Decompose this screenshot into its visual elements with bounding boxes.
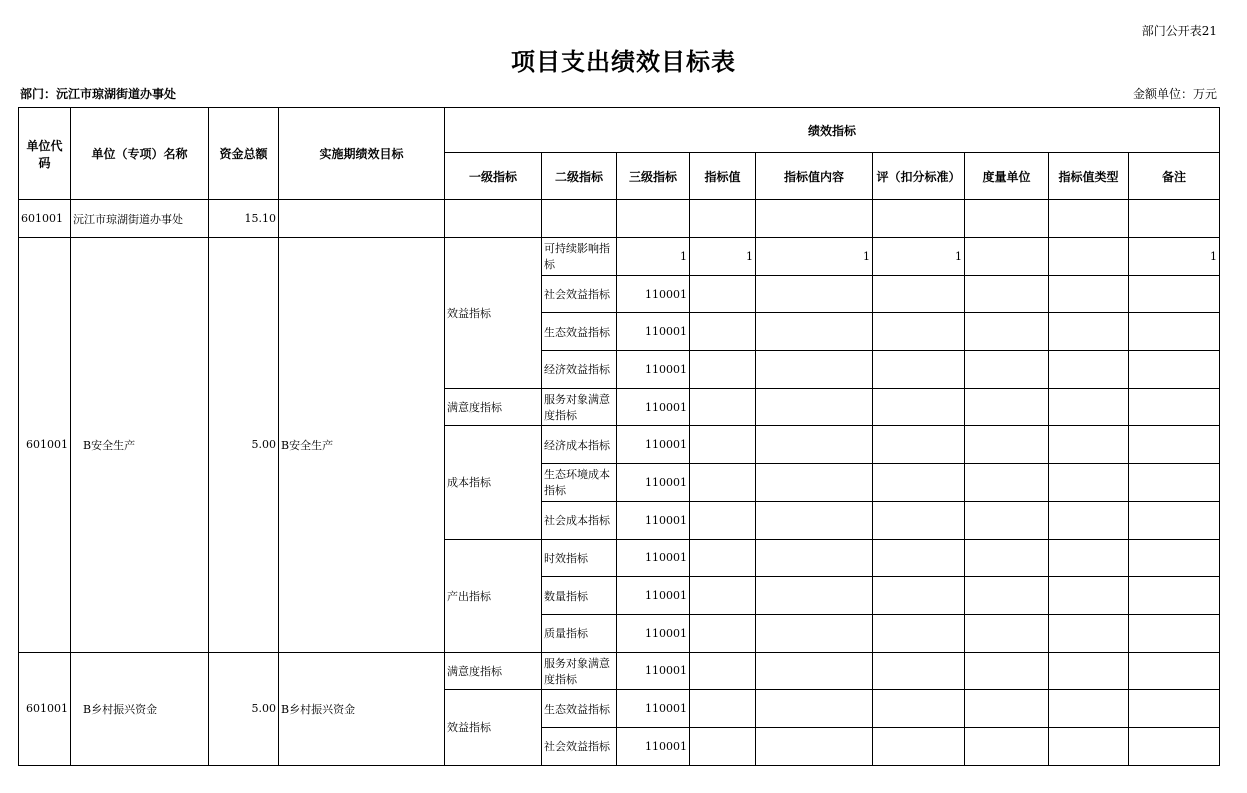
level2-indicator: 社会成本指标 <box>542 501 617 539</box>
remark <box>1129 351 1220 389</box>
remark <box>1129 313 1220 351</box>
scoring-standard <box>873 313 965 351</box>
remark <box>1129 501 1220 539</box>
scoring-standard <box>873 614 965 652</box>
scoring-standard <box>873 690 965 728</box>
level3-indicator: 110001 <box>617 501 690 539</box>
indicator-content <box>756 313 873 351</box>
measure-unit <box>965 539 1049 577</box>
col-value-type: 指标值类型 <box>1049 153 1129 200</box>
department-label: 部门：沅江市琼湖街道办事处 <box>20 87 177 101</box>
project-goal: B乡村振兴资金 <box>279 652 445 765</box>
value-type <box>1049 501 1129 539</box>
level3-indicator: 110001 <box>617 351 690 389</box>
level1-indicator: 效益指标 <box>445 238 542 389</box>
indicator-content <box>756 577 873 615</box>
value-type <box>1049 652 1129 690</box>
indicator-content <box>756 388 873 426</box>
value-type <box>1049 539 1129 577</box>
indicator-value <box>690 426 756 464</box>
measure-unit <box>965 238 1049 276</box>
col-unit-code: 单位代码 <box>19 108 71 200</box>
col-indicators: 绩效指标 <box>445 108 1220 153</box>
page-title: 项目支出绩效目标表 <box>511 48 736 76</box>
col-measure-unit: 度量单位 <box>965 153 1049 200</box>
indicator-value <box>690 690 756 728</box>
project-code: 601001 <box>19 652 71 765</box>
measure-unit <box>965 727 1049 765</box>
measure-unit <box>965 577 1049 615</box>
measure-unit <box>965 388 1049 426</box>
indicator-content <box>756 275 873 313</box>
level2-indicator: 服务对象满意度指标 <box>542 652 617 690</box>
level1-indicator: 成本指标 <box>445 426 542 539</box>
col-value: 指标值 <box>690 153 756 200</box>
remark <box>1129 577 1220 615</box>
col-content: 指标值内容 <box>756 153 873 200</box>
indicator-value <box>690 614 756 652</box>
indicator-value <box>690 464 756 502</box>
level2-indicator: 生态环境成本指标 <box>542 464 617 502</box>
indicator-content <box>756 690 873 728</box>
col-unit-name: 单位（专项）名称 <box>71 108 209 200</box>
level2-indicator: 社会效益指标 <box>542 275 617 313</box>
col-level1: 一级指标 <box>445 153 542 200</box>
remark <box>1129 652 1220 690</box>
indicator-value: 1 <box>690 238 756 276</box>
remark <box>1129 539 1220 577</box>
amount-unit-label: 金额单位：万元 <box>1132 87 1217 101</box>
measure-unit <box>965 464 1049 502</box>
col-level3: 三级指标 <box>617 153 690 200</box>
level2-indicator: 质量指标 <box>542 614 617 652</box>
summary-code: 601001 <box>19 200 71 238</box>
table-row <box>19 238 1220 276</box>
remark <box>1129 275 1220 313</box>
remark <box>1129 464 1220 502</box>
remark <box>1129 690 1220 728</box>
indicator-content <box>756 426 873 464</box>
indicator-content <box>756 539 873 577</box>
remark <box>1129 426 1220 464</box>
indicator-value <box>690 351 756 389</box>
scoring-standard <box>873 727 965 765</box>
level2-indicator: 经济成本指标 <box>542 426 617 464</box>
level1-indicator: 产出指标 <box>445 539 542 652</box>
value-type <box>1049 577 1129 615</box>
indicator-value <box>690 577 756 615</box>
indicator-value <box>690 275 756 313</box>
summary-amount: 15.10 <box>209 200 279 238</box>
summary-name: 沅江市琼湖街道办事处 <box>71 200 209 238</box>
level3-indicator: 1 <box>617 238 690 276</box>
value-type <box>1049 351 1129 389</box>
level2-indicator: 可持续影响指标 <box>542 238 617 276</box>
project-name: B乡村振兴资金 <box>71 652 209 765</box>
measure-unit <box>965 652 1049 690</box>
measure-unit <box>965 501 1049 539</box>
scoring-standard <box>873 426 965 464</box>
level2-indicator: 时效指标 <box>542 539 617 577</box>
scoring-standard: 1 <box>873 238 965 276</box>
project-code: 601001 <box>19 238 71 653</box>
level2-indicator: 经济效益指标 <box>542 351 617 389</box>
level2-indicator: 生态效益指标 <box>542 690 617 728</box>
level2-indicator: 数量指标 <box>542 577 617 615</box>
table-number: 部门公开表21 <box>1141 24 1217 38</box>
level2-indicator: 生态效益指标 <box>542 313 617 351</box>
value-type <box>1049 464 1129 502</box>
value-type <box>1049 727 1129 765</box>
remark: 1 <box>1129 238 1220 276</box>
measure-unit <box>965 690 1049 728</box>
value-type <box>1049 313 1129 351</box>
value-type <box>1049 690 1129 728</box>
value-type <box>1049 388 1129 426</box>
indicator-value <box>690 388 756 426</box>
scoring-standard <box>873 501 965 539</box>
scoring-standard <box>873 652 965 690</box>
project-name: B安全生产 <box>71 238 209 653</box>
scoring-standard <box>873 275 965 313</box>
remark <box>1129 388 1220 426</box>
level3-indicator: 110001 <box>617 577 690 615</box>
col-level2: 二级指标 <box>542 153 617 200</box>
col-remark: 备注 <box>1129 153 1220 200</box>
indicator-content <box>756 501 873 539</box>
indicator-content <box>756 727 873 765</box>
level1-indicator: 满意度指标 <box>445 388 542 426</box>
level2-indicator: 社会效益指标 <box>542 727 617 765</box>
col-goal: 实施期绩效目标 <box>279 108 445 200</box>
indicator-content <box>756 614 873 652</box>
indicator-value <box>690 727 756 765</box>
value-type <box>1049 275 1129 313</box>
level3-indicator: 110001 <box>617 539 690 577</box>
project-amount: 5.00 <box>209 238 279 653</box>
table-row <box>19 652 1220 690</box>
indicator-value <box>690 539 756 577</box>
scoring-standard <box>873 351 965 389</box>
measure-unit <box>965 313 1049 351</box>
level2-indicator: 服务对象满意度指标 <box>542 388 617 426</box>
remark <box>1129 614 1220 652</box>
indicator-content: 1 <box>756 238 873 276</box>
project-goal: B安全生产 <box>279 238 445 653</box>
measure-unit <box>965 614 1049 652</box>
scoring-standard <box>873 577 965 615</box>
value-type <box>1049 238 1129 276</box>
level1-indicator: 效益指标 <box>445 690 542 765</box>
indicator-value <box>690 652 756 690</box>
indicator-content <box>756 351 873 389</box>
measure-unit <box>965 275 1049 313</box>
level3-indicator: 110001 <box>617 652 690 690</box>
measure-unit <box>965 426 1049 464</box>
level3-indicator: 110001 <box>617 426 690 464</box>
level3-indicator: 110001 <box>617 727 690 765</box>
indicator-value <box>690 501 756 539</box>
measure-unit <box>965 351 1049 389</box>
indicator-value <box>690 313 756 351</box>
indicator-content <box>756 464 873 502</box>
col-total-funds: 资金总额 <box>209 108 279 200</box>
summary-row <box>19 200 1220 238</box>
level3-indicator: 110001 <box>617 464 690 502</box>
value-type <box>1049 614 1129 652</box>
scoring-standard <box>873 464 965 502</box>
project-amount: 5.00 <box>209 652 279 765</box>
level3-indicator: 110001 <box>617 690 690 728</box>
level3-indicator: 110001 <box>617 275 690 313</box>
performance-table <box>18 107 1220 766</box>
level3-indicator: 110001 <box>617 388 690 426</box>
level1-indicator: 满意度指标 <box>445 652 542 690</box>
level3-indicator: 110001 <box>617 614 690 652</box>
indicator-content <box>756 652 873 690</box>
col-scoring: 评（扣分标准） <box>873 153 965 200</box>
remark <box>1129 727 1220 765</box>
value-type <box>1049 426 1129 464</box>
level3-indicator: 110001 <box>617 313 690 351</box>
scoring-standard <box>873 539 965 577</box>
scoring-standard <box>873 388 965 426</box>
